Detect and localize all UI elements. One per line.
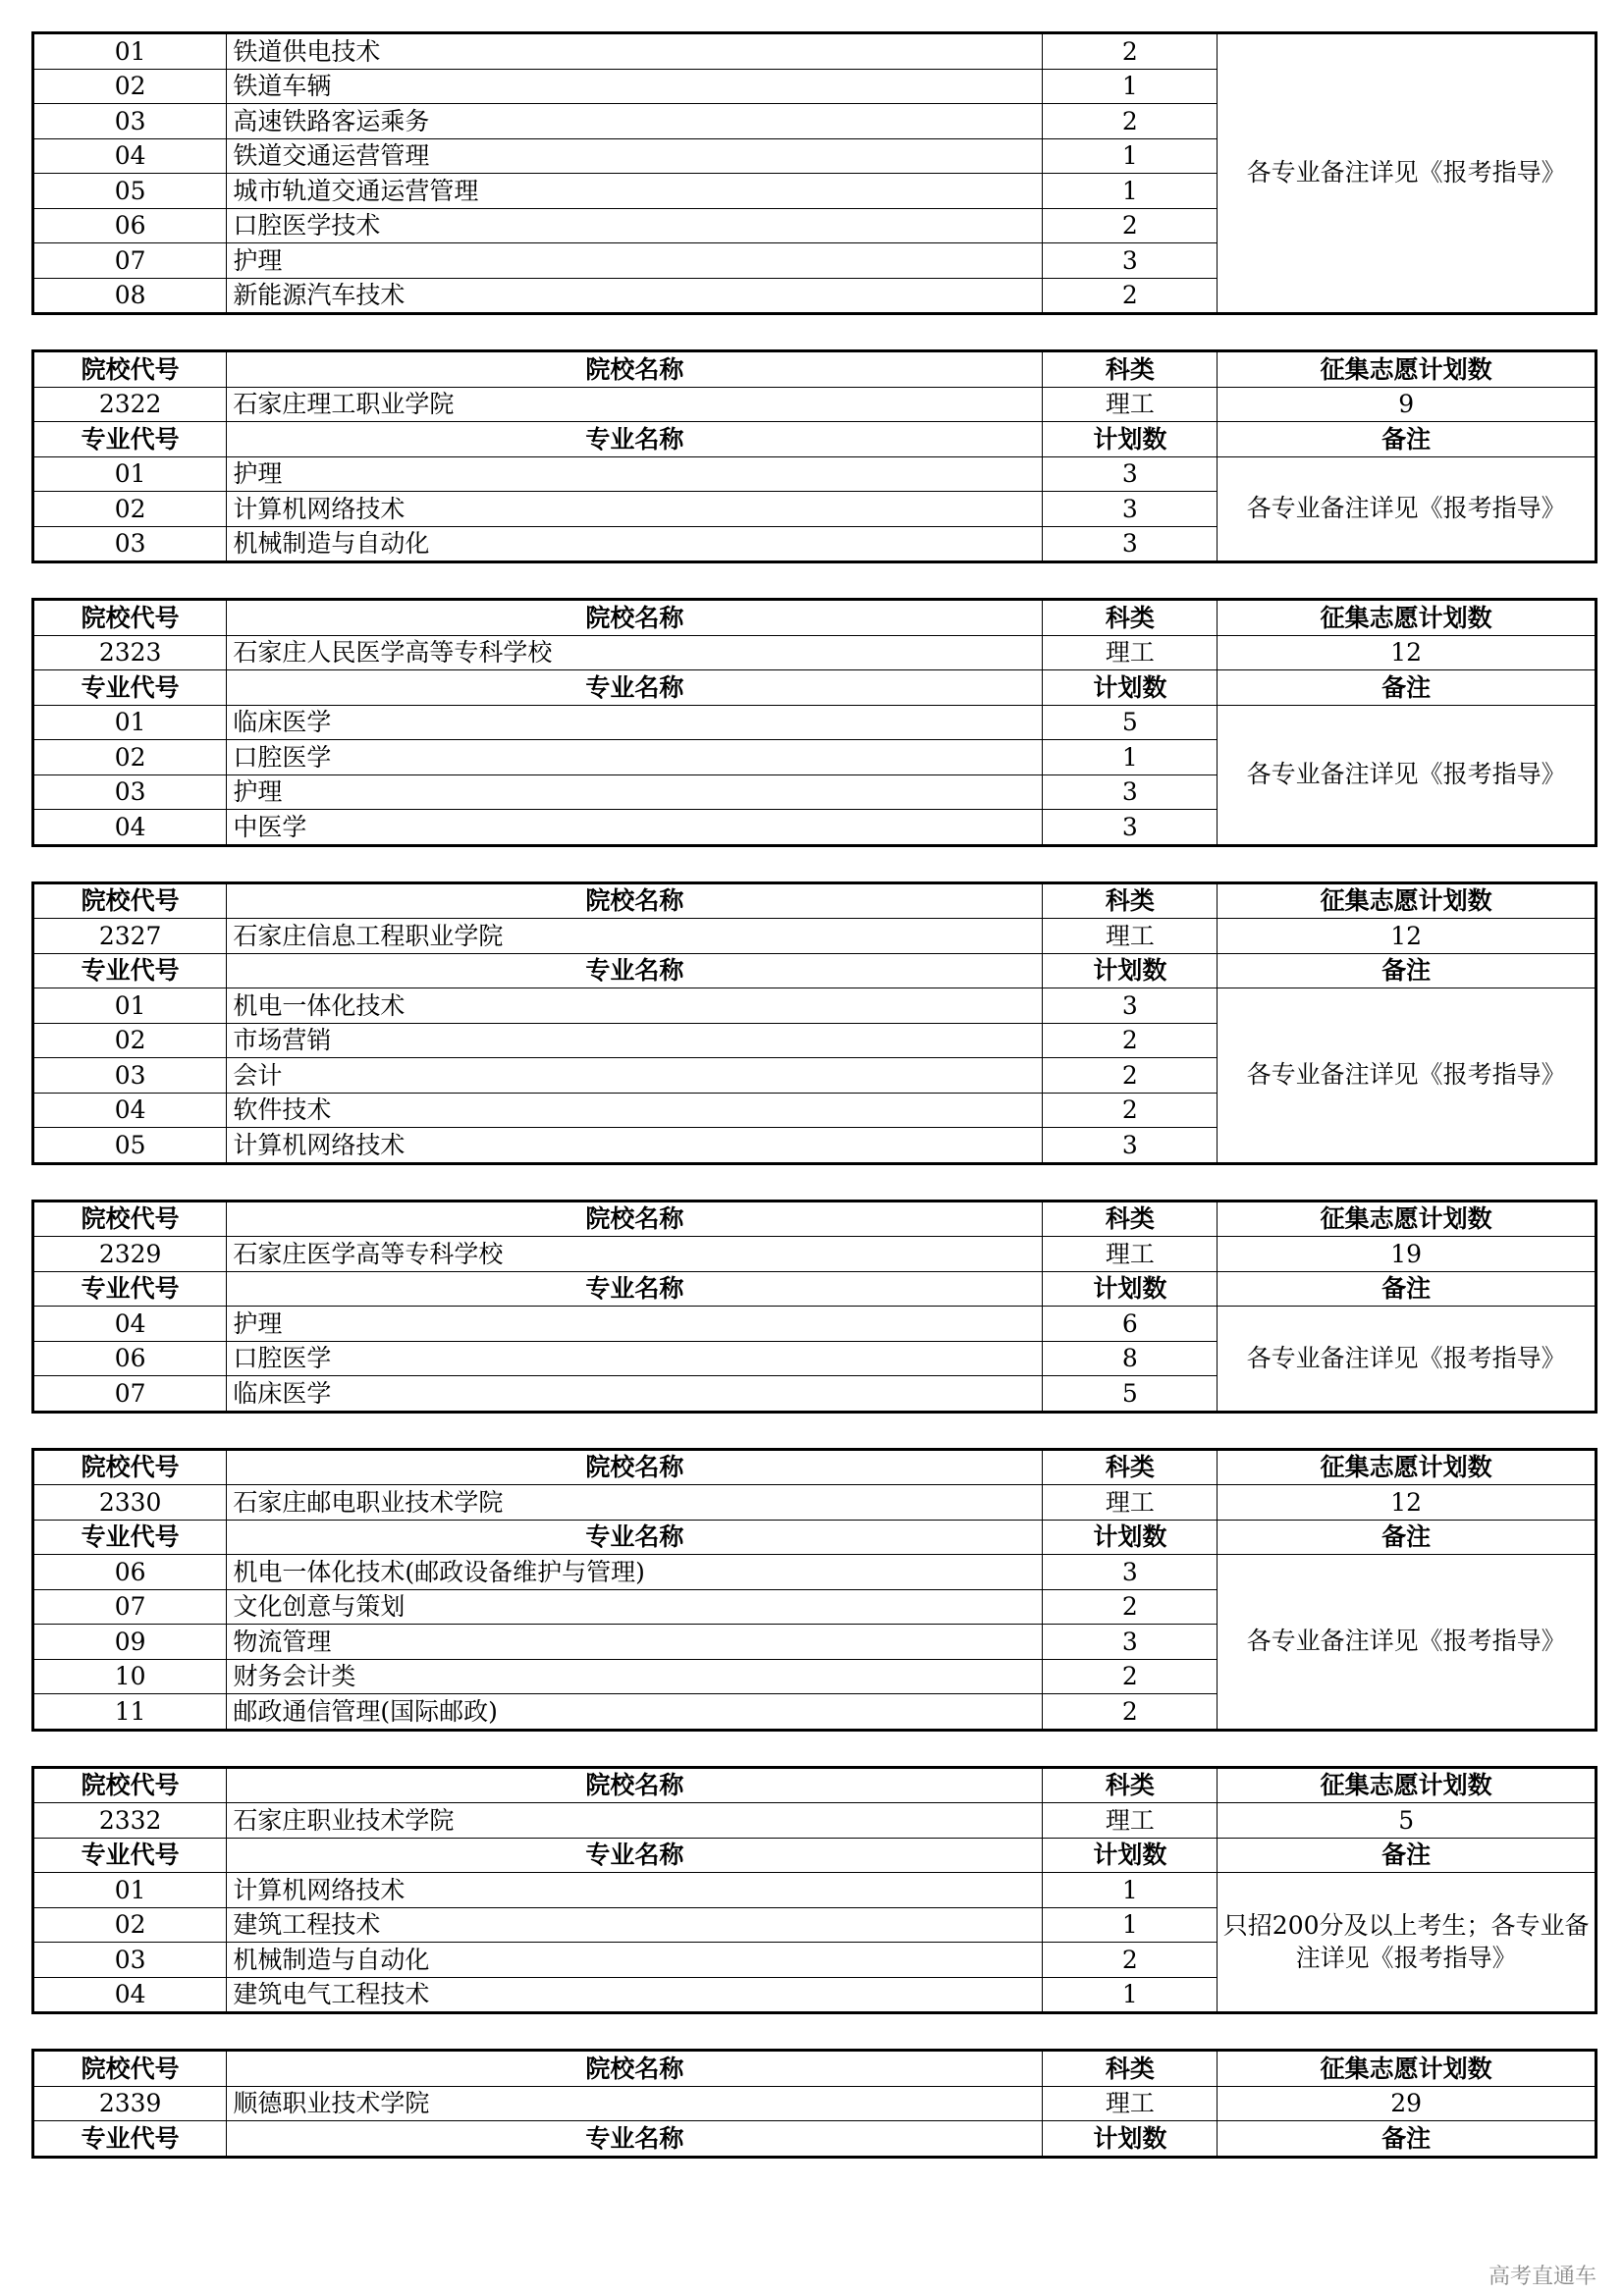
major-plan-count: 2: [1043, 1058, 1218, 1094]
note-header: 备注: [1218, 1838, 1597, 1873]
major-name: 邮政通信管理(国际邮政): [227, 1694, 1043, 1731]
school-plan-total: 19: [1218, 1237, 1597, 1272]
school-info-row: [33, 2086, 1597, 2121]
major-code: 11: [33, 1694, 227, 1731]
major-code: 04: [33, 1093, 227, 1128]
note-header: 备注: [1218, 1271, 1597, 1307]
major-code: 04: [33, 138, 227, 174]
major-name-header: 专业名称: [227, 953, 1043, 988]
major-code: 04: [33, 1307, 227, 1342]
school-code: 2327: [33, 919, 227, 954]
school-name-header: 院校名称: [227, 1767, 1043, 1803]
school-header-row: [33, 1767, 1597, 1803]
category-header: 科类: [1043, 1201, 1218, 1237]
school-header-row: [33, 600, 1597, 636]
school-name-header: 院校名称: [227, 351, 1043, 388]
school-header-row: [33, 1449, 1597, 1485]
major-name: 计算机网络技术: [227, 1128, 1043, 1164]
school-block: [31, 2049, 1597, 2159]
major-name: 口腔医学技术: [227, 208, 1043, 243]
plan-total-header: 征集志愿计划数: [1218, 600, 1597, 636]
school-code-header: 院校代号: [33, 1201, 227, 1237]
major-code-header: 专业代号: [33, 1520, 227, 1555]
major-code: 03: [33, 526, 227, 562]
school-name-header: 院校名称: [227, 2051, 1043, 2087]
major-code: 03: [33, 104, 227, 139]
major-plan-count: 2: [1043, 1023, 1218, 1058]
major-plan-count: 1: [1043, 1873, 1218, 1908]
category-header: 科类: [1043, 2051, 1218, 2087]
major-name-header: 专业名称: [227, 670, 1043, 706]
plan-total-header: 征集志愿计划数: [1218, 882, 1597, 919]
major-row: [33, 705, 1597, 740]
school-code: 2332: [33, 1803, 227, 1839]
major-name-header: 专业名称: [227, 1271, 1043, 1307]
major-plan-count: 6: [1043, 1307, 1218, 1342]
school-block: [31, 349, 1597, 563]
major-code: 02: [33, 740, 227, 775]
major-row: [33, 33, 1597, 70]
major-note: 只招200分及以上考生；各专业备注详见《报考指导》: [1218, 1873, 1597, 2013]
major-note: 各专业备注详见《报考指导》: [1218, 1555, 1597, 1731]
school-name: 石家庄邮电职业技术学院: [227, 1485, 1043, 1521]
major-code: 07: [33, 1589, 227, 1625]
major-code-header: 专业代号: [33, 670, 227, 706]
school-block-continued: [31, 31, 1597, 315]
plan-total-header: 征集志愿计划数: [1218, 1449, 1597, 1485]
major-name: 中医学: [227, 810, 1043, 846]
major-plan-count: 2: [1043, 33, 1218, 70]
major-name: 城市轨道交通运营管理: [227, 174, 1043, 209]
major-plan-count: 3: [1043, 243, 1218, 279]
major-name-header: 专业名称: [227, 422, 1043, 457]
major-code: 01: [33, 456, 227, 492]
major-name-header: 专业名称: [227, 1838, 1043, 1873]
school-code-header: 院校代号: [33, 1767, 227, 1803]
major-code: 07: [33, 1376, 227, 1413]
major-code: 04: [33, 1977, 227, 2013]
plan-total-header: 征集志愿计划数: [1218, 1201, 1597, 1237]
school-name: 顺德职业技术学院: [227, 2086, 1043, 2121]
school-info-row: [33, 1485, 1597, 1521]
major-name: 临床医学: [227, 705, 1043, 740]
major-name: 铁道车辆: [227, 69, 1043, 104]
major-plan-count: 1: [1043, 138, 1218, 174]
major-code: 06: [33, 208, 227, 243]
major-code-header: 专业代号: [33, 1838, 227, 1873]
major-code: 09: [33, 1625, 227, 1660]
major-name: 机电一体化技术(邮政设备维护与管理): [227, 1555, 1043, 1590]
major-name: 机械制造与自动化: [227, 1943, 1043, 1978]
school-category: 理工: [1043, 387, 1218, 422]
plan-total-header: 征集志愿计划数: [1218, 2051, 1597, 2087]
major-plan-count: 2: [1043, 208, 1218, 243]
major-plan-count: 8: [1043, 1341, 1218, 1376]
school-category: 理工: [1043, 1237, 1218, 1272]
school-category: 理工: [1043, 635, 1218, 670]
major-note: 各专业备注详见《报考指导》: [1218, 1307, 1597, 1413]
school-name: 石家庄医学高等专科学校: [227, 1237, 1043, 1272]
major-code: 02: [33, 1023, 227, 1058]
major-plan-count: 2: [1043, 1093, 1218, 1128]
major-plan-count: 3: [1043, 456, 1218, 492]
major-code: 03: [33, 1943, 227, 1978]
note-header: 备注: [1218, 2121, 1597, 2158]
major-name: 建筑电气工程技术: [227, 1977, 1043, 2013]
major-name: 新能源汽车技术: [227, 278, 1043, 314]
school-header-row: [33, 351, 1597, 388]
major-header-row: [33, 1271, 1597, 1307]
school-plan-total: 12: [1218, 919, 1597, 954]
school-info-row: [33, 387, 1597, 422]
school-code-header: 院校代号: [33, 351, 227, 388]
major-name: 临床医学: [227, 1376, 1043, 1413]
major-header-row: [33, 670, 1597, 706]
school-plan-total: 12: [1218, 635, 1597, 670]
major-code-header: 专业代号: [33, 2121, 227, 2158]
plan-total-header: 征集志愿计划数: [1218, 1767, 1597, 1803]
note-header: 备注: [1218, 953, 1597, 988]
major-plan-count: 3: [1043, 1625, 1218, 1660]
category-header: 科类: [1043, 882, 1218, 919]
major-plan-count: 2: [1043, 1589, 1218, 1625]
major-name: 口腔医学: [227, 1341, 1043, 1376]
admission-plan-document: [31, 31, 1597, 2193]
major-header-row: [33, 2121, 1597, 2158]
major-name: 高速铁路客运乘务: [227, 104, 1043, 139]
school-block: [31, 1766, 1597, 2015]
note-header: 备注: [1218, 1520, 1597, 1555]
major-plan-count: 5: [1043, 705, 1218, 740]
major-name: 铁道交通运营管理: [227, 138, 1043, 174]
school-code: 2330: [33, 1485, 227, 1521]
plan-count-header: 计划数: [1043, 422, 1218, 457]
plan-count-header: 计划数: [1043, 953, 1218, 988]
school-info-row: [33, 1803, 1597, 1839]
major-note: 各专业备注详见《报考指导》: [1218, 705, 1597, 845]
major-code: 02: [33, 1907, 227, 1943]
major-note: 各专业备注详见《报考指导》: [1218, 33, 1597, 314]
major-row: [33, 456, 1597, 492]
major-plan-count: 3: [1043, 774, 1218, 810]
major-code: 06: [33, 1555, 227, 1590]
school-plan-total: 5: [1218, 1803, 1597, 1839]
school-name-header: 院校名称: [227, 1449, 1043, 1485]
school-code-header: 院校代号: [33, 882, 227, 919]
major-name: 口腔医学: [227, 740, 1043, 775]
major-plan-count: 1: [1043, 1977, 1218, 2013]
school-code: 2323: [33, 635, 227, 670]
major-code: 05: [33, 1128, 227, 1164]
major-name: 铁道供电技术: [227, 33, 1043, 70]
major-plan-count: 2: [1043, 1694, 1218, 1731]
school-code: 2339: [33, 2086, 227, 2121]
major-plan-count: 3: [1043, 1128, 1218, 1164]
school-category: 理工: [1043, 2086, 1218, 2121]
major-name-header: 专业名称: [227, 2121, 1043, 2158]
major-code: 02: [33, 492, 227, 527]
major-code: 01: [33, 705, 227, 740]
major-code: 07: [33, 243, 227, 279]
major-name: 护理: [227, 1307, 1043, 1342]
school-block: [31, 881, 1597, 1165]
school-name-header: 院校名称: [227, 600, 1043, 636]
major-header-row: [33, 1838, 1597, 1873]
school-info-row: [33, 1237, 1597, 1272]
major-code: 01: [33, 33, 227, 70]
school-code-header: 院校代号: [33, 600, 227, 636]
major-code: 03: [33, 774, 227, 810]
major-plan-count: 3: [1043, 988, 1218, 1024]
major-code-header: 专业代号: [33, 422, 227, 457]
major-plan-count: 3: [1043, 526, 1218, 562]
major-code: 01: [33, 988, 227, 1024]
major-note: 各专业备注详见《报考指导》: [1218, 988, 1597, 1164]
major-name: 护理: [227, 456, 1043, 492]
plan-total-header: 征集志愿计划数: [1218, 351, 1597, 388]
major-code: 03: [33, 1058, 227, 1094]
major-row: [33, 988, 1597, 1024]
category-header: 科类: [1043, 1449, 1218, 1485]
plan-count-header: 计划数: [1043, 2121, 1218, 2158]
major-code: 10: [33, 1659, 227, 1694]
major-plan-count: 3: [1043, 810, 1218, 846]
school-category: 理工: [1043, 1803, 1218, 1839]
school-category: 理工: [1043, 919, 1218, 954]
major-plan-count: 3: [1043, 1555, 1218, 1590]
school-name: 石家庄理工职业学院: [227, 387, 1043, 422]
major-note: 各专业备注详见《报考指导》: [1218, 456, 1597, 562]
school-block: [31, 1200, 1597, 1414]
major-header-row: [33, 953, 1597, 988]
major-name: 会计: [227, 1058, 1043, 1094]
plan-count-header: 计划数: [1043, 1271, 1218, 1307]
major-row: [33, 1307, 1597, 1342]
major-name: 机电一体化技术: [227, 988, 1043, 1024]
school-code-header: 院校代号: [33, 2051, 227, 2087]
major-plan-count: 2: [1043, 278, 1218, 314]
note-header: 备注: [1218, 422, 1597, 457]
major-name: 计算机网络技术: [227, 1873, 1043, 1908]
category-header: 科类: [1043, 1767, 1218, 1803]
category-header: 科类: [1043, 351, 1218, 388]
school-name: 石家庄人民医学高等专科学校: [227, 635, 1043, 670]
major-name: 财务会计类: [227, 1659, 1043, 1694]
school-name: 石家庄职业技术学院: [227, 1803, 1043, 1839]
major-plan-count: 1: [1043, 69, 1218, 104]
watermark: 高考直通车: [1488, 2265, 1597, 2289]
major-name: 文化创意与策划: [227, 1589, 1043, 1625]
school-category: 理工: [1043, 1485, 1218, 1521]
major-plan-count: 1: [1043, 174, 1218, 209]
major-row: [33, 1555, 1597, 1590]
major-plan-count: 2: [1043, 1943, 1218, 1978]
school-plan-total: 12: [1218, 1485, 1597, 1521]
major-plan-count: 1: [1043, 1907, 1218, 1943]
major-code: 01: [33, 1873, 227, 1908]
school-code: 2329: [33, 1237, 227, 1272]
school-info-row: [33, 919, 1597, 954]
major-code-header: 专业代号: [33, 953, 227, 988]
major-code: 05: [33, 174, 227, 209]
school-block: [31, 598, 1597, 847]
plan-count-header: 计划数: [1043, 1838, 1218, 1873]
school-info-row: [33, 635, 1597, 670]
major-name: 建筑工程技术: [227, 1907, 1043, 1943]
school-name: 石家庄信息工程职业学院: [227, 919, 1043, 954]
school-code: 2322: [33, 387, 227, 422]
plan-count-header: 计划数: [1043, 670, 1218, 706]
school-block: [31, 1448, 1597, 1732]
major-name: 市场营销: [227, 1023, 1043, 1058]
major-code: 04: [33, 810, 227, 846]
major-name: 物流管理: [227, 1625, 1043, 1660]
major-name: 计算机网络技术: [227, 492, 1043, 527]
school-header-row: [33, 1201, 1597, 1237]
school-name-header: 院校名称: [227, 1201, 1043, 1237]
major-header-row: [33, 1520, 1597, 1555]
plan-count-header: 计划数: [1043, 1520, 1218, 1555]
school-header-row: [33, 882, 1597, 919]
school-code-header: 院校代号: [33, 1449, 227, 1485]
school-plan-total: 29: [1218, 2086, 1597, 2121]
category-header: 科类: [1043, 600, 1218, 636]
major-row: [33, 1873, 1597, 1908]
major-plan-count: 5: [1043, 1376, 1218, 1413]
major-name-header: 专业名称: [227, 1520, 1043, 1555]
major-name: 机械制造与自动化: [227, 526, 1043, 562]
school-name-header: 院校名称: [227, 882, 1043, 919]
major-plan-count: 3: [1043, 492, 1218, 527]
major-name: 护理: [227, 243, 1043, 279]
major-plan-count: 1: [1043, 740, 1218, 775]
school-plan-total: 9: [1218, 387, 1597, 422]
major-plan-count: 2: [1043, 104, 1218, 139]
major-code: 06: [33, 1341, 227, 1376]
note-header: 备注: [1218, 670, 1597, 706]
major-code: 08: [33, 278, 227, 314]
school-header-row: [33, 2051, 1597, 2087]
major-plan-count: 2: [1043, 1659, 1218, 1694]
major-name: 护理: [227, 774, 1043, 810]
major-name: 软件技术: [227, 1093, 1043, 1128]
major-code-header: 专业代号: [33, 1271, 227, 1307]
major-code: 02: [33, 69, 227, 104]
major-header-row: [33, 422, 1597, 457]
